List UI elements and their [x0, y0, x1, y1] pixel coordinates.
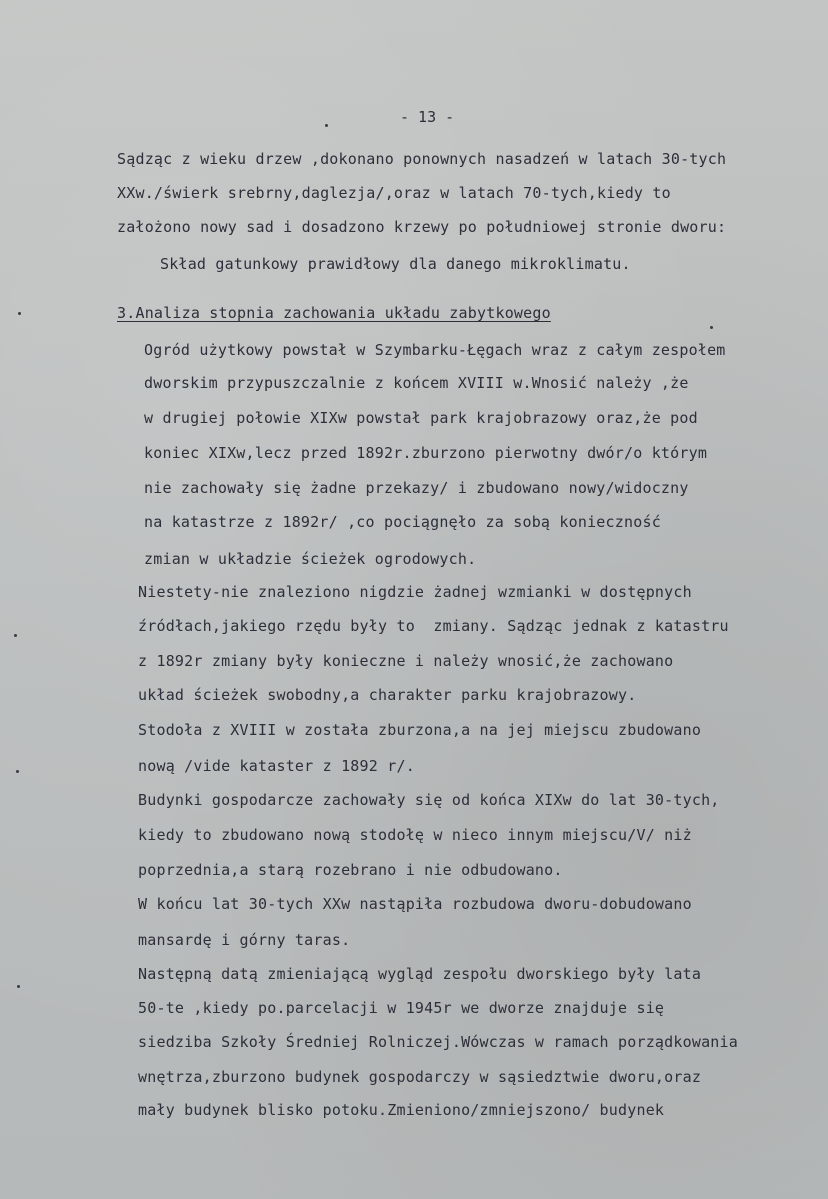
text-line: poprzednia,a starą rozebrano i nie odbudowano.: [138, 861, 563, 879]
text-line: Skład gatunkowy prawidłowy dla danego mikroklimatu.: [160, 255, 631, 273]
text-line: Budynki gospodarcze zachowały się od końca XIXw do lat 30-tych,: [138, 791, 720, 809]
text-line: mansardę i górny taras.: [138, 931, 351, 949]
text-line: na katastrze z 1892r/ ,co pociągnęło za sobą konieczność: [144, 513, 661, 531]
margin-mark: [14, 634, 17, 637]
text-line: koniec XIXw,lecz przed 1892r.zburzono pierwotny dwór/o którym: [144, 444, 708, 462]
text-line: 50-te ,kiedy po.parcelacji w 1945r we dworze znajduje się: [138, 999, 665, 1017]
text-line: siedziba Szkoły Średniej Rolniczej.Wówczas w ramach porządkowania: [138, 1033, 738, 1051]
text-line: źródłach,jakiego rzędu były to zmiany. Sądząc jednak z katastru: [138, 617, 729, 635]
margin-mark: [17, 985, 20, 988]
text-line: nie zachowały się żadne przekazy/ i zbudowano nowy/widoczny: [144, 479, 689, 497]
text-line: układ ścieżek swobodny,a charakter parku krajobrazowy.: [138, 686, 637, 704]
text-line: z 1892r zmiany były konieczne i należy wnosić,że zachowano: [138, 652, 674, 670]
text-line: zmian w układzie ścieżek ogrodowych.: [144, 550, 477, 568]
text-line: Następną datą zmieniającą wygląd zespołu dworskiego były lata: [138, 965, 702, 983]
text-line: kiedy to zbudowano nową stodołę w nieco innym miejscu/V/ niż: [138, 826, 692, 844]
margin-mark: [16, 770, 19, 773]
text-line: nową /vide kataster z 1892 r/.: [138, 757, 415, 775]
text-line: Stodoła z XVIII w została zburzona,a na jej miejscu zbudowano: [138, 721, 702, 739]
text-line: dworskim przypuszczalnie z końcem XVIII w.Wnosić należy ,że: [144, 374, 689, 392]
margin-mark: [710, 326, 713, 329]
margin-mark: [18, 312, 21, 315]
text-line: założono nowy sad i dosadzono krzewy po południowej stronie dworu:: [117, 218, 727, 236]
text-line: Niestety-nie znaleziono nigdzie żadnej wzmianki w dostępnych: [138, 583, 692, 601]
page-number: - 13 -: [400, 108, 455, 126]
text-line: mały budynek blisko potoku.Zmieniono/zmniejszono/ budynek: [138, 1101, 665, 1119]
margin-mark: [325, 124, 328, 127]
text-line: w drugiej połowie XIXw powstał park krajobrazowy oraz,że pod: [144, 409, 698, 427]
text-line: Ogród użytkowy powstał w Szymbarku-Łęgach wraz z całym zespołem: [144, 341, 726, 359]
text-line: wnętrza,zburzono budynek gospodarczy w sąsiedztwie dworu,oraz: [138, 1068, 702, 1086]
section-heading: 3.Analiza stopnia zachowania układu zabytkowego: [117, 304, 551, 322]
text-line: Sądząc z wieku drzew ,dokonano ponownych nasadzeń w latach 30-tych: [117, 150, 727, 168]
text-line: XXw./świerk srebrny,daglezja/,oraz w latach 70-tych,kiedy to: [117, 184, 671, 202]
text-line: W końcu lat 30-tych XXw nastąpiła rozbudowa dworu-dobudowano: [138, 895, 692, 913]
